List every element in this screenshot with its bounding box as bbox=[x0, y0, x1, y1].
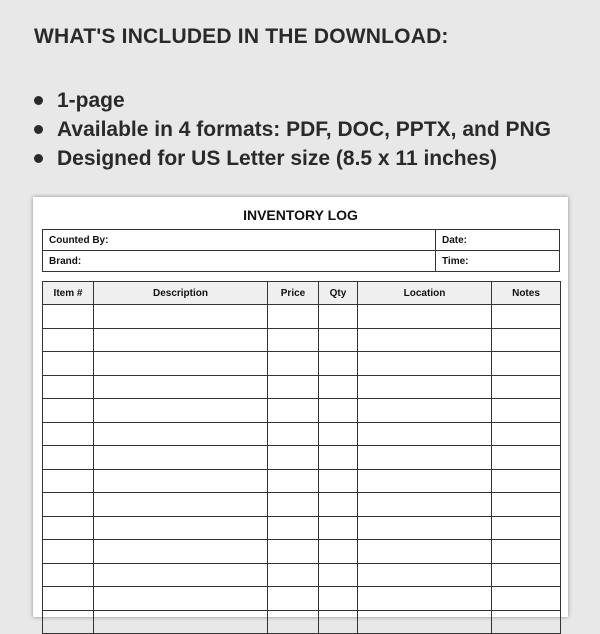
table-cell bbox=[268, 516, 319, 540]
counted-by-field: Counted By: bbox=[43, 230, 436, 251]
table-row bbox=[43, 446, 561, 470]
table-cell bbox=[94, 587, 268, 611]
table-cell bbox=[43, 469, 94, 493]
table-cell bbox=[492, 328, 561, 352]
table-row bbox=[43, 469, 561, 493]
table-cell bbox=[94, 352, 268, 376]
table-cell bbox=[94, 422, 268, 446]
table-cell bbox=[319, 493, 358, 517]
table-cell bbox=[358, 375, 492, 399]
table-cell bbox=[319, 563, 358, 587]
table-cell bbox=[319, 610, 358, 634]
table-cell bbox=[94, 305, 268, 329]
document-title: INVENTORY LOG bbox=[243, 207, 358, 223]
table-cell bbox=[94, 610, 268, 634]
table-cell bbox=[492, 305, 561, 329]
bullet-icon bbox=[34, 154, 43, 163]
table-row bbox=[43, 399, 561, 423]
table-cell bbox=[94, 540, 268, 564]
table-cell bbox=[358, 469, 492, 493]
table-cell bbox=[268, 610, 319, 634]
feature-item: Available in 4 formats: PDF, DOC, PPTX, and PNG bbox=[34, 115, 551, 144]
table-cell bbox=[358, 305, 492, 329]
table-cell bbox=[268, 375, 319, 399]
table-cell bbox=[43, 352, 94, 376]
table-cell bbox=[43, 305, 94, 329]
table-row bbox=[43, 352, 561, 376]
table-cell bbox=[94, 446, 268, 470]
table-cell bbox=[94, 375, 268, 399]
table-cell bbox=[358, 587, 492, 611]
table-cell bbox=[319, 446, 358, 470]
table-cell bbox=[358, 446, 492, 470]
table-cell bbox=[358, 422, 492, 446]
table-cell bbox=[492, 446, 561, 470]
table-row bbox=[43, 563, 561, 587]
table-cell bbox=[319, 328, 358, 352]
table-cell bbox=[43, 422, 94, 446]
column-header-notes: Notes bbox=[492, 282, 561, 305]
table-cell bbox=[492, 516, 561, 540]
table-cell bbox=[319, 540, 358, 564]
table-cell bbox=[268, 469, 319, 493]
table-cell bbox=[43, 587, 94, 611]
table-row bbox=[43, 305, 561, 329]
table-cell bbox=[492, 587, 561, 611]
table-cell bbox=[43, 540, 94, 564]
column-header-description: Description bbox=[94, 282, 268, 305]
table-cell bbox=[43, 446, 94, 470]
table-cell bbox=[492, 352, 561, 376]
column-header-price: Price bbox=[268, 282, 319, 305]
date-field: Date: bbox=[436, 230, 560, 251]
feature-item: Designed for US Letter size (8.5 x 11 inches) bbox=[34, 144, 551, 173]
table-cell bbox=[268, 446, 319, 470]
column-header-item: Item # bbox=[43, 282, 94, 305]
table-cell bbox=[268, 352, 319, 376]
table-cell bbox=[319, 352, 358, 376]
table-cell bbox=[43, 328, 94, 352]
bullet-icon bbox=[34, 96, 43, 105]
table-cell bbox=[358, 516, 492, 540]
column-header-location: Location bbox=[358, 282, 492, 305]
table-cell bbox=[319, 516, 358, 540]
table-row bbox=[43, 516, 561, 540]
table-row bbox=[43, 540, 561, 564]
table-cell bbox=[492, 563, 561, 587]
table-cell bbox=[358, 493, 492, 517]
table-row bbox=[43, 422, 561, 446]
table-cell bbox=[358, 399, 492, 423]
table-cell bbox=[268, 305, 319, 329]
info-table bbox=[42, 229, 560, 272]
table-cell bbox=[43, 610, 94, 634]
table-cell bbox=[492, 469, 561, 493]
table-cell bbox=[358, 540, 492, 564]
table-cell bbox=[43, 375, 94, 399]
table-cell bbox=[492, 375, 561, 399]
table-cell bbox=[94, 563, 268, 587]
table-row bbox=[43, 587, 561, 611]
table-row bbox=[43, 493, 561, 517]
table-cell bbox=[94, 493, 268, 517]
table-cell bbox=[268, 493, 319, 517]
feature-item: 1-page bbox=[34, 86, 551, 115]
table-cell bbox=[94, 516, 268, 540]
table-cell bbox=[492, 493, 561, 517]
table-row bbox=[43, 375, 561, 399]
table-cell bbox=[268, 399, 319, 423]
table-cell bbox=[268, 422, 319, 446]
inventory-table bbox=[42, 281, 561, 634]
bullet-icon bbox=[34, 125, 43, 134]
table-cell bbox=[268, 540, 319, 564]
table-row bbox=[43, 328, 561, 352]
table-cell bbox=[43, 516, 94, 540]
table-cell bbox=[358, 610, 492, 634]
table-cell bbox=[358, 328, 492, 352]
table-cell bbox=[43, 493, 94, 517]
table-cell bbox=[319, 305, 358, 329]
table-cell bbox=[319, 422, 358, 446]
table-cell bbox=[268, 587, 319, 611]
table-cell bbox=[43, 399, 94, 423]
table-cell bbox=[319, 399, 358, 423]
column-header-qty: Qty bbox=[319, 282, 358, 305]
table-cell bbox=[319, 469, 358, 493]
time-field: Time: bbox=[436, 251, 560, 272]
table-cell bbox=[94, 399, 268, 423]
table-cell bbox=[492, 540, 561, 564]
table-cell bbox=[94, 469, 268, 493]
table-cell bbox=[319, 587, 358, 611]
table-cell bbox=[43, 563, 94, 587]
table-cell bbox=[268, 328, 319, 352]
download-heading: WHAT'S INCLUDED IN THE DOWNLOAD: bbox=[34, 25, 449, 48]
table-cell bbox=[94, 328, 268, 352]
table-row bbox=[43, 610, 561, 634]
table-cell bbox=[268, 563, 319, 587]
table-cell bbox=[492, 422, 561, 446]
inventory-log-document bbox=[33, 197, 568, 617]
features-list bbox=[34, 86, 551, 173]
table-cell bbox=[358, 563, 492, 587]
table-cell bbox=[319, 375, 358, 399]
table-cell bbox=[358, 352, 492, 376]
brand-field: Brand: bbox=[43, 251, 436, 272]
table-cell bbox=[492, 610, 561, 634]
table-cell bbox=[492, 399, 561, 423]
